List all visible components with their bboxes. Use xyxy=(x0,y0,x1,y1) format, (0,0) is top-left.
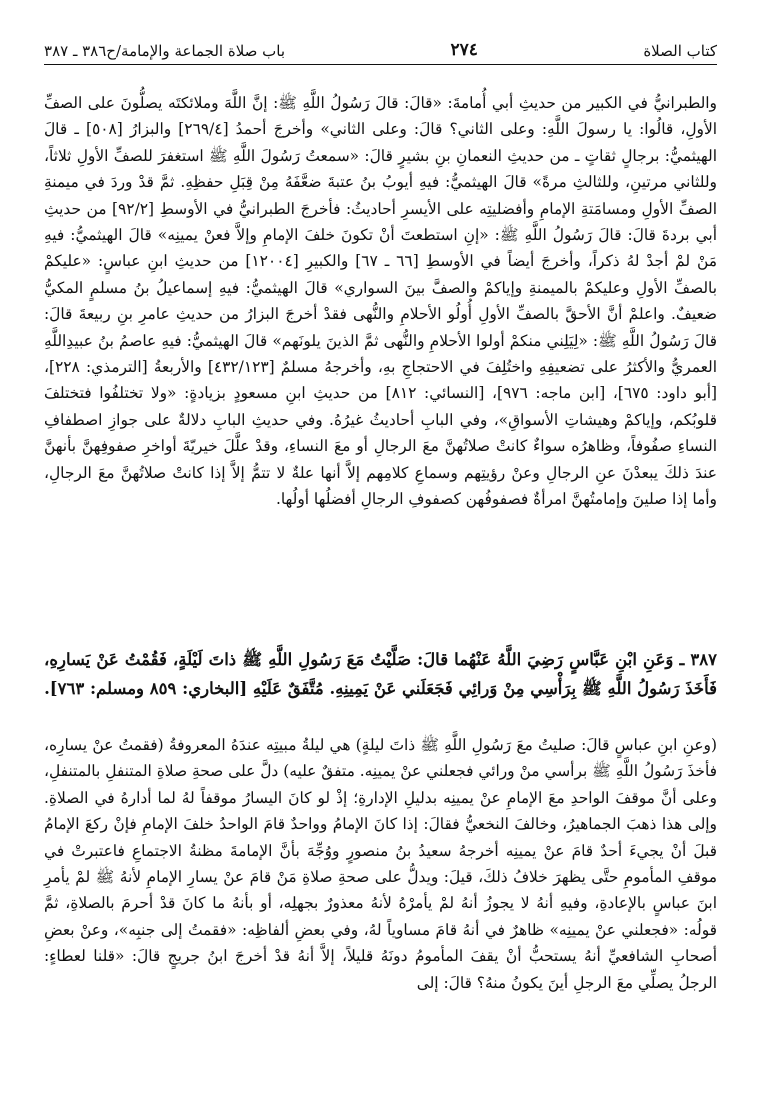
commentary-top: والطبرانيُّ في الكبير من حديثِ أبي أُمامةَ: «قالَ: قالَ رَسُولُ اللَّهِ ﷺ: إنَّ اللَّهَ وملائكتَه يصلُّونَ على الصفِّ الأولِ، قالُوا: يا رسولَ اللَّهِ: وعلى الثاني؟ قالَ: وعلى الثاني» وأخرجَ أحمدُ [٢٦٩/٤] والبزارُ [٥٠٨] ـ قالَ الهيثميُّ: برجالٍ ثقاتٍ ـ من حديثِ النعمانِ بنِ بشيرٍ قالَ: «سمعتُ رَسُولَ اللَّهِ ﷺ استغفرَ للصفِّ الأولِ ثلاثاً، وللثاني مرتينِ، وللثالثِ مرةً» قالَ الهيثميُّ: فيهِ أيوبُ بنُ عتبةَ ضعَّفَهُ مِنْ قِبَلِ حفظِهِ. ثمَّ قدْ وردَ في ميمنةِ الصفِّ الأولِ ومسامَتةِ الإمامِ وأفضليتِه على الأيسرِ أحاديثُ: فأخرجَ الطبرانيُّ في الأوسطِ [٩٢/٢] من حديثِ أبي بردةَ قالَ: قالَ رَسُولُ اللَّهِ ﷺ: «إنِ استطعتَ أنْ تكونَ خلفَ الإمامِ وإلاَّ فعنْ يمينِه» قالَ الهيثميُّ: فيهِ مَنْ لمْ أجدْ لهُ ذكراً، وأخرجَ أيضاً في الأوسطِ [٦٦ ـ ٦٧] والكبيرِ [١٢٠٠٤] من حديثِ ابنِ عباسٍ: «عليكمْ بالصفِّ الأولِ وعليكمْ بالميمنةِ وإياكمْ والصفَّ بينَ السواري» قالَ الهيثميُّ: فيهِ إسماعيلُ بنُ مسلمٍ المكيُّ ضعيفٌ. واعلمْ أنَّ الأحقَّ بالصفِّ الأولِ أُولُو الأحلامِ والنُّهى فقدْ أخرجَ البزارُ من حديثِ عامرِ بنِ ربيعةَ قالَ: قالَ رَسُولُ اللَّهِ ﷺ: «لِيَلِني منكمْ أولوا الأحلامِ والنُّهى ثمَّ الذينَ يلونَهم» قالَ الهيثميُّ: فيهِ عاصمُ بنُ عبيدِاللَّهِ العمريُّ والأكثرُ على تضعيفِهِ واختُلِفَ في الاحتجاجِ بهِ، وأخرجهُ مسلمٌ [٤٣٢/١٢٣] والأربعةُ [الترمذي: ٢٢٨]، [أبو داود: ٦٧٥]، [ابن ماجه: ٩٧٦]، [النسائي: ٨١٢] من حديثِ ابنِ مسعودٍ بزيادةٍ: «ولا تختلفُوا فتختلفَ قلوبُكم، وإياكمْ وهيشاتِ الأسواقِ»، وفي البابِ أحاديثُ غيرُهُ. وفي حديثِ البابِ دلالةٌ على جوازِ اصطفافِ النساءِ صفُوفاً، وظاهرُه سواءٌ كانتْ صلاتُهنَّ معَ الرجالِ أو معَ النساءِ، وقدْ علَّلَ خيريّةَ أواخرِ صفوفِهنَّ بأنهنَّ عندَ ذلكَ يبعدْنَ عنِ الرجالِ وعنْ رؤيتِهم وسماعِ كلامِهم إلاَّ أنها علةٌ لا تتمُّ إلاَّ إذا كانتْ صلاتُهنَّ معَ الرجالِ، وأما إذا صلينَ وإمامتُهنَّ امرأةٌ فصفوفُهن كصفوفِ الرجالِ أفضلُها أولُها. xyxy=(44,94,718,509)
chapter-title: كتاب الصلاة xyxy=(643,42,717,60)
page-header xyxy=(44,34,717,65)
hadith-number: ٣٨٧ xyxy=(690,650,717,669)
page-number: ٢٧٤ xyxy=(450,40,478,60)
section-title: باب صلاة الجماعة والإمامة/ح٣٨٦ ـ ٣٨٧ xyxy=(44,42,286,60)
hadith-block xyxy=(44,645,717,703)
commentary-bottom: (وعنِ ابنِ عباسٍ قالَ: صليتُ معَ رَسُولِ اللَّهِ ﷺ ذاتَ ليلةٍ) هي ليلةُ مبيتِه عندَهُ المعروفةُ (فقمتُ عنْ يسارِه، فأخذَ رَسُولُ اللَّهِ ﷺ برأسي منْ ورائي فجعلني عنْ يمينِه. متفقٌ عليه) دلَّ على صحةِ صلاةِ المتنفلِ بالمتنفلِ، وعلى أنَّ موقفَ الواحدِ معَ الإمامِ عنْ يمينِه بدليلِ الإدارةِ؛ إذْ لو كانَ اليسارُ موقفاً لهُ لما أدارهُ في الصلاةِ. وإلى هذا ذهبَ الجماهيرُ، وخالفَ النخعيُّ فقالَ: إذا كانَ الإمامُ وواحدٌ قامَ الواحدُ خلفَ الإمامِ فإنْ ركعَ الإمامُ قبلَ أنْ يجيءَ أحدٌ قامَ عنْ يمينِه أخرجهُ سعيدُ بنُ منصورٍ ووُجِّهَ بأنَّ الإمامةَ مظنةُ الاجتماعِ فاعتبرتْ في موقفِ المأمومِ حتَّى يظهرَ خلافُ ذلكَ، قيلَ: ويدلُّ على صحةِ صلاةِ مَنْ قامَ عنْ يسارِ الإمامِ لأنهُ ﷺ لمْ يأمرِ ابنَ عباسٍ بالإعادةِ، وفيهِ أنهُ لا يجوزُ أنهُ لمْ يأمرْهُ لأنهُ معذورٌ بجهلِه، أو بأنهُ ما كانَ قدْ أحرمَ بالصلاةِ، ثمَّ قولُه: «فجعلني عنْ يمينِه» ظاهرٌ في أنهُ قامَ مساوياً لهُ، وفي بعضِ ألفاظِه: «فقمتُ إلى جنبِه»، وعنْ بعضِ أصحابِ الشافعيِّ أنهُ يستحبُّ أنْ يقفَ المأمومُ دونَهُ قليلاً، إلاَّ أنهُ قدْ أخرجَ ابنُ جريجٍ قالَ: «قلنا لعطاءٍ: الرجلُ يصلِّي معَ الرجلِ أينَ يكونُ منهُ؟ قالَ: إلى xyxy=(44,736,717,992)
hadith-text: ـ وَعَنِ ابْنِ عَبَّاسٍ رَضِيَ اللَّهُ عَنْهُما قالَ: صَلَّيْتُ مَعَ رَسُولِ اللَّهِ ﷺ ذاتَ لَيْلَةٍ، فَقُمْتُ عَنْ يَسارِهِ، فَأَخَذَ رَسُولُ اللَّهِ ﷺ بِرَأْسِي مِنْ وَرائِي فَجَعَلَني عَنْ يَمِينِهِ. مُتَّفَقٌ عَلَيْهِ [البخاري: ٨٥٩ ومسلم: ٧٦٣]. xyxy=(44,650,717,698)
